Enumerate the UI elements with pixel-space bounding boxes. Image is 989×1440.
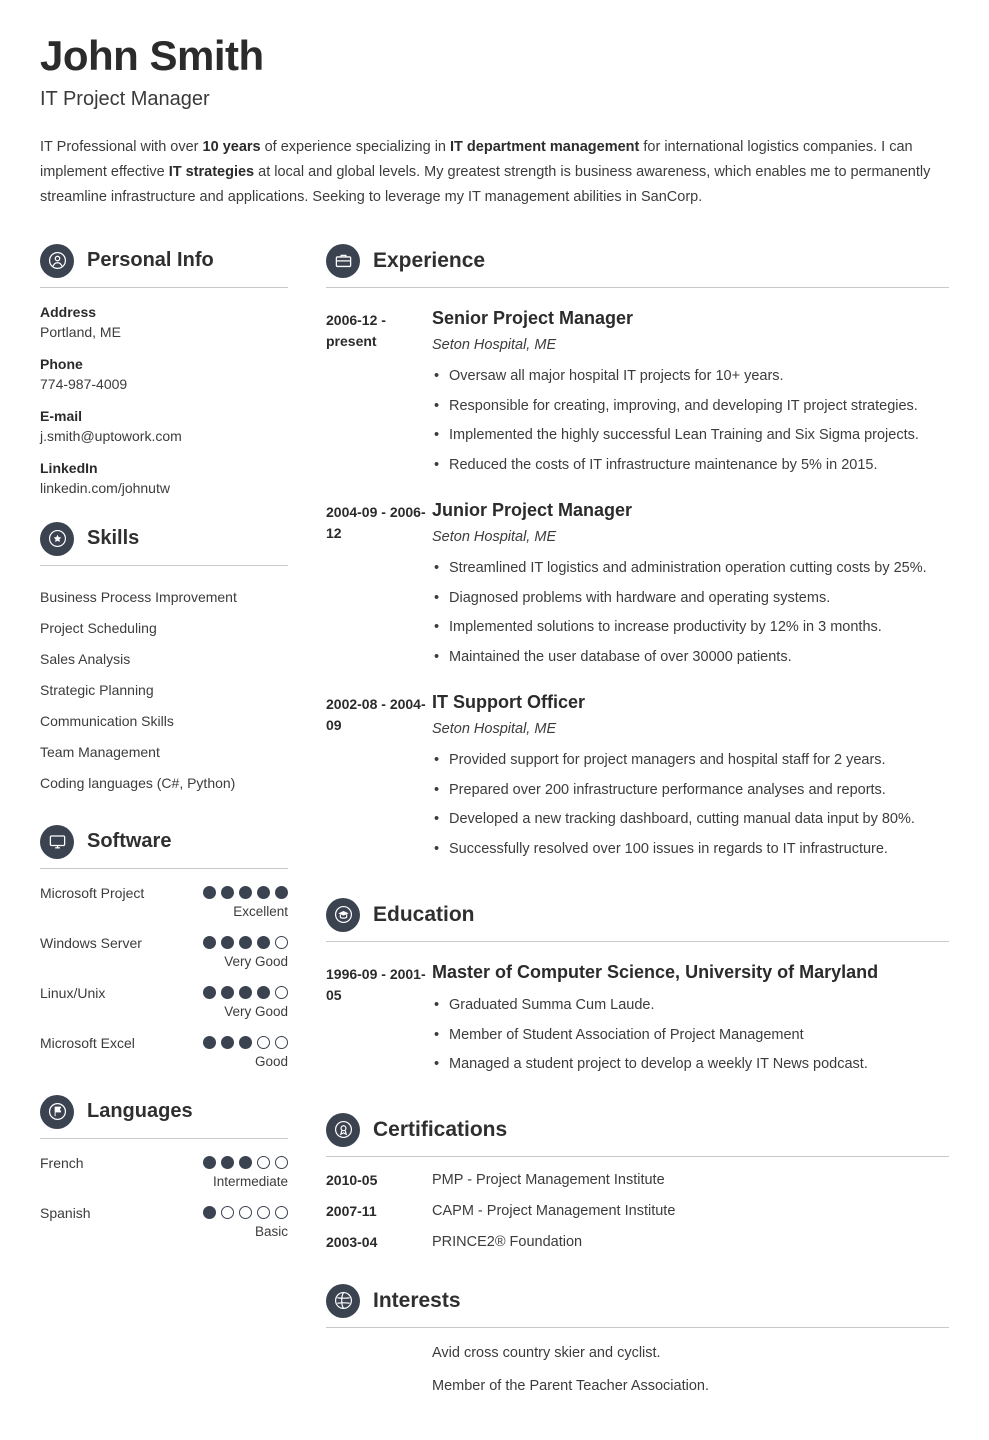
rating-dot <box>275 936 288 949</box>
entry-title: Master of Computer Science, University of Maryland <box>432 961 879 982</box>
rating-name: Microsoft Project <box>40 884 145 901</box>
personal-info-value[interactable]: j.smith@uptowork.com <box>40 427 182 444</box>
resume-entry <box>326 500 949 672</box>
entry-bullet: • Member of Student Association of Project Management <box>432 1020 949 1049</box>
rating-dot <box>221 986 234 999</box>
rating-dot <box>203 986 216 999</box>
award-ribbon-icon <box>326 1113 360 1147</box>
rating-dot <box>203 1156 216 1169</box>
entry-bullet: • Maintained the user database of over 30000 patients. <box>432 642 949 671</box>
rating-label: Very Good <box>224 1003 288 1019</box>
rating-dot <box>239 1036 252 1049</box>
rating-dot <box>221 1156 234 1169</box>
personal-info-field <box>40 408 288 444</box>
entry-bullet-list <box>432 746 949 864</box>
person-circle-icon <box>40 244 74 278</box>
section-title-languages: Languages <box>87 1100 193 1123</box>
section-title-interests: Interests <box>373 1288 461 1312</box>
rating-label: Very Good <box>224 953 288 969</box>
personal-info-label: E-mail <box>40 407 83 424</box>
entry-bullet-list <box>432 991 949 1079</box>
section-education <box>326 898 949 1079</box>
resume-header <box>40 34 949 210</box>
skill-item: Strategic Planning <box>40 682 154 699</box>
resume-entry <box>326 692 949 864</box>
badge-star-icon <box>40 522 74 556</box>
rating-dot <box>221 1206 234 1219</box>
entry-subtitle: Seton Hospital, ME <box>432 528 557 545</box>
section-title-software: Software <box>87 830 172 853</box>
entry-bullet: • Prepared over 200 infrastructure performance analyses and reports. <box>432 775 949 804</box>
rating-name: Windows Server <box>40 934 142 951</box>
personal-info-field <box>40 304 288 340</box>
certification-date: 2007-11 <box>326 1202 377 1219</box>
rating-dot <box>257 1206 270 1219</box>
monitor-icon <box>40 825 74 859</box>
rating-dots <box>203 1156 288 1169</box>
entry-bullet: • Streamlined IT logistics and administration operation cutting costs by 25%. <box>432 554 949 583</box>
rating-row <box>40 885 288 919</box>
rating-row <box>40 1035 288 1069</box>
interest-row <box>326 1378 949 1394</box>
entry-bullet: • Developed a new tracking dashboard, cutting manual data input by 80%. <box>432 805 949 834</box>
interest-text: Avid cross country skier and cyclist. <box>432 1344 661 1361</box>
flag-icon <box>40 1095 74 1129</box>
skill-item: Team Management <box>40 744 160 761</box>
candidate-name: John Smith <box>40 32 264 79</box>
certification-row <box>326 1203 949 1219</box>
entry-title: Senior Project Manager <box>432 307 634 328</box>
entry-bullet: • Provided support for project managers and hospital staff for 2 years. <box>432 746 949 775</box>
rating-row <box>40 1205 288 1239</box>
section-experience <box>326 244 949 864</box>
briefcase-icon <box>326 244 360 278</box>
rating-dot <box>275 1036 288 1049</box>
rating-dot <box>257 1156 270 1169</box>
skill-item: Business Process Improvement <box>40 589 237 606</box>
rating-dot <box>275 986 288 999</box>
section-certifications <box>326 1113 949 1250</box>
personal-info-label: LinkedIn <box>40 459 98 476</box>
certification-text: PMP - Project Management Institute <box>432 1171 665 1188</box>
entry-bullet: • Implemented solutions to increase productivity by 12% in 3 months. <box>432 613 949 642</box>
rating-dot <box>203 1206 216 1219</box>
interest-spacer <box>326 1378 432 1394</box>
rating-dot <box>257 936 270 949</box>
rating-row <box>40 985 288 1019</box>
entry-subtitle: Seton Hospital, ME <box>432 720 557 737</box>
rating-label: Good <box>254 1053 288 1069</box>
section-title-certifications: Certifications <box>373 1117 508 1141</box>
interest-spacer <box>326 1345 432 1361</box>
resume-entry <box>326 308 949 480</box>
rating-dots <box>203 936 288 949</box>
entry-date: 2004-09 - 2006-12 <box>326 503 426 541</box>
section-title-experience: Experience <box>373 248 486 272</box>
skill-item: Communication Skills <box>40 713 174 730</box>
professional-summary: IT Professional with over 10 years of experience specializing in IT department management for international logistics companies. I can implement effective IT strategies at local and global levels. My greatest strength is business awareness, which enables me to permanently streamline infrastructure and applications. Seeking to leverage my IT management abilities in SanCorp. <box>40 139 931 205</box>
rating-row <box>40 1155 288 1189</box>
certification-date: 2010-05 <box>326 1171 378 1188</box>
entry-title: Junior Project Manager <box>432 499 633 520</box>
interest-text: Member of the Parent Teacher Association. <box>432 1377 709 1394</box>
rating-dot <box>275 1206 288 1219</box>
rating-dot <box>239 1156 252 1169</box>
rating-name: Spanish <box>40 1204 91 1221</box>
section-skills <box>40 522 288 799</box>
basketball-icon <box>326 1284 360 1318</box>
entry-bullet: • Responsible for creating, improving, and developing IT project strategies. <box>432 391 949 420</box>
certification-date: 2003-04 <box>326 1233 378 1250</box>
right-column <box>326 244 949 1400</box>
rating-dot <box>221 886 234 899</box>
skill-item: Sales Analysis <box>40 651 131 668</box>
entry-bullet: • Oversaw all major hospital IT projects for 10+ years. <box>432 362 949 391</box>
section-languages <box>40 1095 288 1239</box>
interest-row <box>326 1345 949 1361</box>
section-title-education: Education <box>373 902 475 926</box>
rating-name: French <box>40 1154 84 1171</box>
rating-label: Excellent <box>233 903 288 919</box>
rating-dots <box>203 1036 288 1049</box>
personal-info-label: Phone <box>40 355 83 372</box>
certification-row <box>326 1234 949 1250</box>
section-software <box>40 825 288 1069</box>
entry-bullet: • Diagnosed problems with hardware and operating systems. <box>432 583 949 612</box>
section-personal-info <box>40 244 288 496</box>
rating-label: Intermediate <box>212 1173 288 1189</box>
certification-row <box>326 1172 949 1188</box>
personal-info-label: Address <box>40 303 97 320</box>
rating-dot <box>257 1036 270 1049</box>
rating-dots <box>203 986 288 999</box>
personal-info-field <box>40 460 288 496</box>
personal-info-value: 774-987-4009 <box>40 375 128 392</box>
entry-title: IT Support Officer <box>432 691 585 712</box>
rating-dot <box>257 986 270 999</box>
rating-dot <box>275 886 288 899</box>
rating-dot <box>203 936 216 949</box>
rating-name: Microsoft Excel <box>40 1034 135 1051</box>
rating-dot <box>275 1156 288 1169</box>
entry-subtitle: Seton Hospital, ME <box>432 336 557 353</box>
personal-info-value[interactable]: linkedin.com/johnutw <box>40 479 170 496</box>
entry-bullet: • Implemented the highly successful Lean Training and Six Sigma projects. <box>432 421 949 450</box>
certification-text: PRINCE2® Foundation <box>432 1233 583 1250</box>
left-column <box>40 244 288 1245</box>
resume-entry <box>326 962 949 1079</box>
rating-dot <box>221 1036 234 1049</box>
rating-dot <box>257 886 270 899</box>
entry-date: 1996-09 - 2001-05 <box>326 965 426 1003</box>
rating-dot <box>221 936 234 949</box>
section-title-personal-info: Personal Info <box>87 249 214 272</box>
rating-dots <box>203 1206 288 1219</box>
graduation-cap-icon <box>326 898 360 932</box>
section-interests <box>326 1284 949 1394</box>
personal-info-field <box>40 356 288 392</box>
candidate-job-title: IT Project Manager <box>40 88 210 111</box>
entry-date: 2002-08 - 2004-09 <box>326 695 426 733</box>
rating-dot <box>239 936 252 949</box>
rating-dot <box>203 886 216 899</box>
entry-bullet: • Successfully resolved over 100 issues in regards to IT infrastructure. <box>432 834 949 863</box>
entry-bullet: • Reduced the costs of IT infrastructure maintenance by 5% in 2015. <box>432 450 949 479</box>
skill-item: Coding languages (C#, Python) <box>40 775 236 792</box>
rating-dot <box>239 886 252 899</box>
rating-dot <box>239 1206 252 1219</box>
entry-bullet-list <box>432 362 949 480</box>
section-title-skills: Skills <box>87 527 140 550</box>
entry-date: 2006-12 - present <box>326 311 386 349</box>
entry-bullet-list <box>432 554 949 672</box>
certification-text: CAPM - Project Management Institute <box>432 1202 676 1219</box>
rating-row <box>40 935 288 969</box>
entry-bullet: • Graduated Summa Cum Laude. <box>432 991 949 1020</box>
rating-dots <box>203 886 288 899</box>
rating-label: Basic <box>254 1223 288 1239</box>
rating-dot <box>203 1036 216 1049</box>
entry-bullet: • Managed a student project to develop a weekly IT News podcast. <box>432 1049 949 1078</box>
skill-item: Project Scheduling <box>40 620 157 637</box>
rating-name: Linux/Unix <box>40 984 106 1001</box>
rating-dot <box>239 986 252 999</box>
personal-info-value: Portland, ME <box>40 323 121 340</box>
